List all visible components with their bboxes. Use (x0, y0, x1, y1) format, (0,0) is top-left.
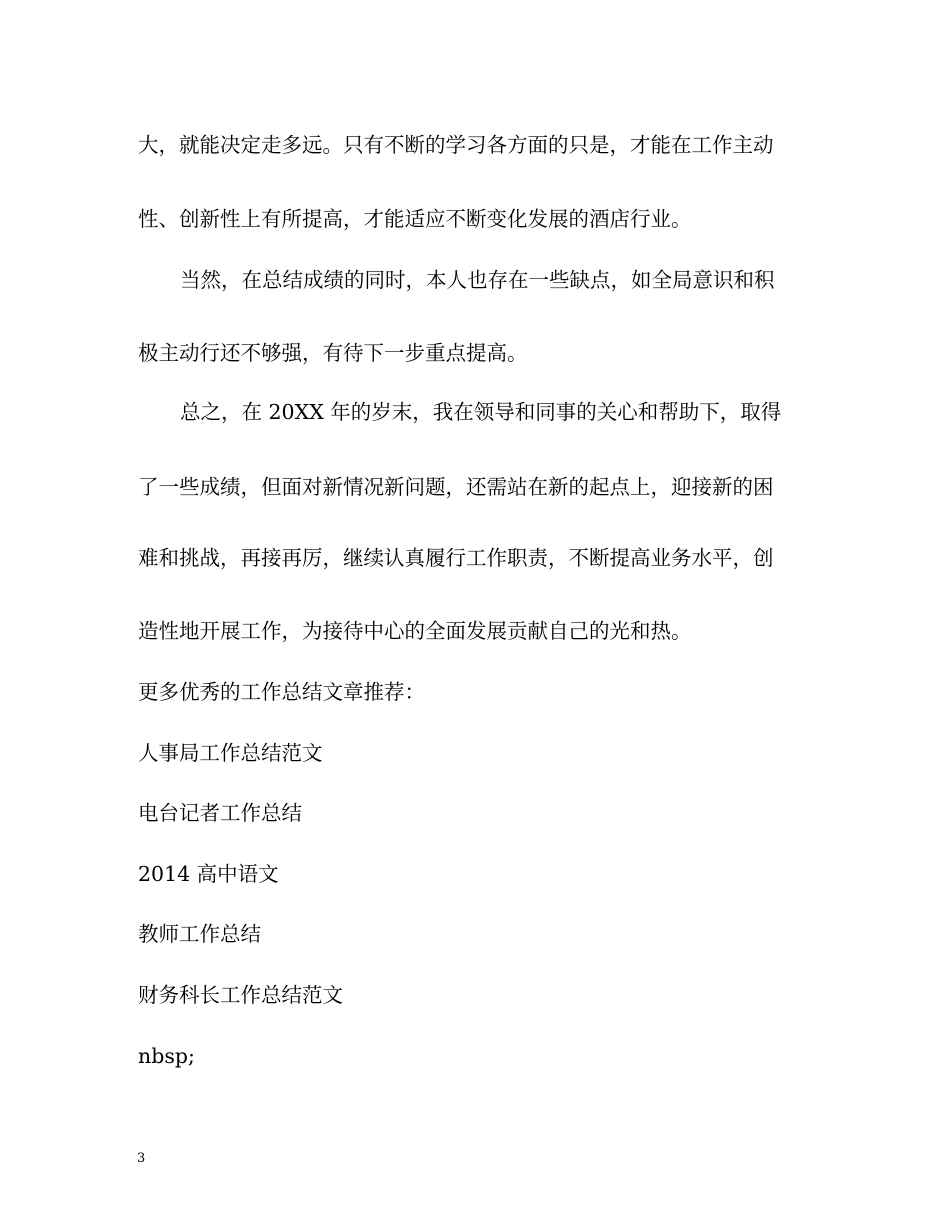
recommend-link[interactable]: 2014 高中语文 (138, 862, 279, 886)
recommend-heading: 更多优秀的工作总结文章推荐： (138, 680, 425, 704)
recommend-link[interactable]: 教师工作总结 (138, 922, 261, 946)
body-line-7: 难和挑战，再接再厉，继续认真履行工作职责，不断提高业务水平，创 (138, 546, 774, 570)
recommend-link[interactable]: 财务科长工作总结范文 (138, 983, 343, 1007)
body-line-5: 总之，在 20XX 年的岁末，我在领导和同事的关心和帮助下，取得 (180, 400, 782, 424)
page-number: 3 (137, 1151, 146, 1166)
trailing-text: nbsp; (138, 1044, 195, 1068)
recommend-link[interactable]: 电台记者工作总结 (138, 801, 302, 825)
body-line-3: 当然，在总结成绩的同时，本人也存在一些缺点，如全局意识和积 (180, 268, 775, 292)
body-line-6: 了一些成绩，但面对新情况新问题，还需站在新的起点上，迎接新的困 (138, 475, 774, 499)
body-line-1: 大，就能决定走多远。只有不断的学习各方面的只是，才能在工作主动 (138, 133, 774, 157)
recommend-link[interactable]: 人事局工作总结范文 (138, 741, 323, 765)
body-line-2: 性、创新性上有所提高，才能适应不断变化发展的酒店行业。 (138, 207, 692, 231)
body-line-4: 极主动行还不够强，有待下一步重点提高。 (138, 341, 528, 365)
body-line-8: 造性地开展工作，为接待中心的全面发展贡献自己的光和热。 (138, 619, 692, 643)
